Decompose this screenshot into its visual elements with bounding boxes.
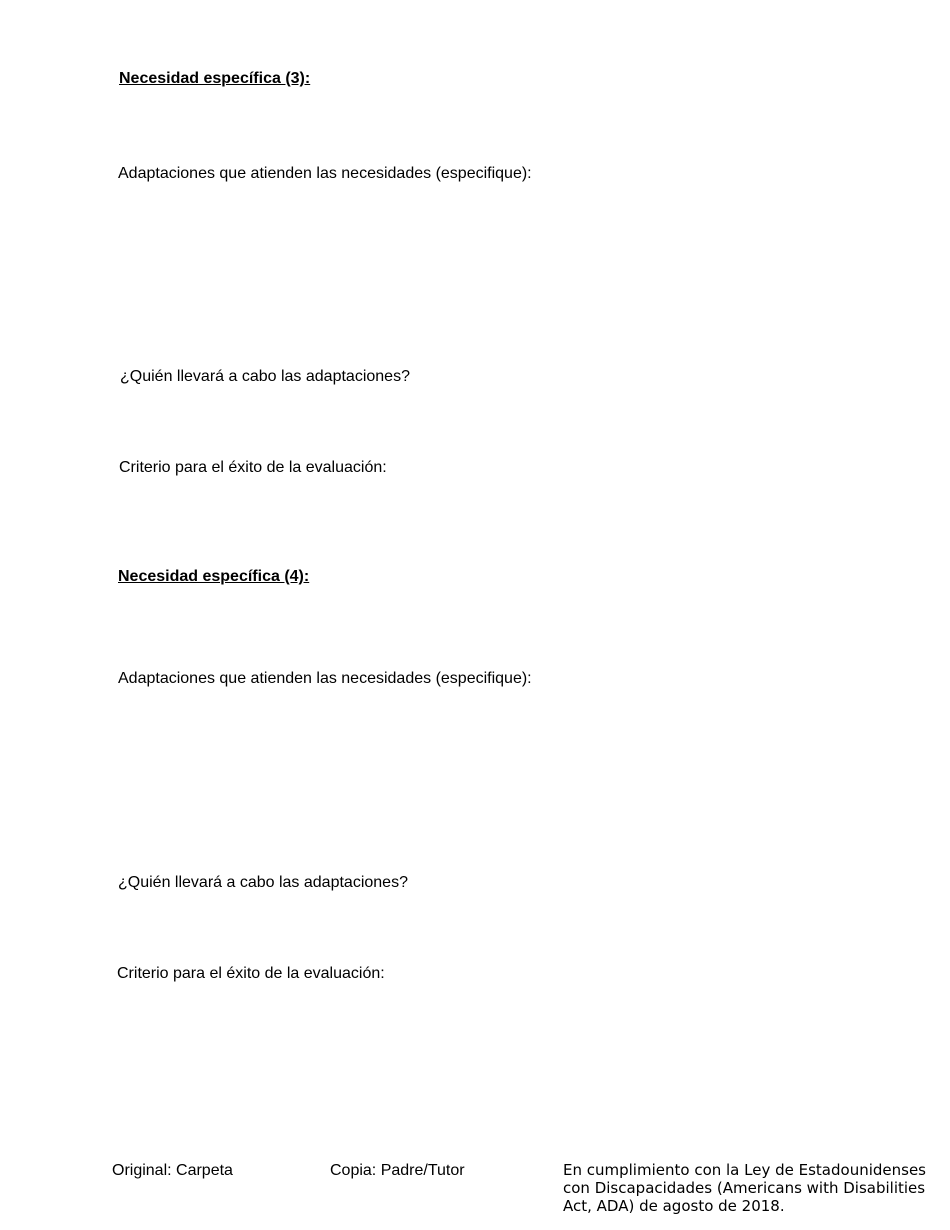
section-4-criteria-label: Criterio para el éxito de la evaluación: <box>117 965 385 982</box>
footer-ada-note-line-2: con Discapacidades (Americans with Disabilities <box>563 1179 926 1197</box>
footer-ada-note <box>563 1161 933 1215</box>
section-3-heading: Necesidad específica (3): <box>119 70 311 87</box>
section-4-heading: Necesidad específica (4): <box>118 568 310 585</box>
footer-original: Original: Carpeta <box>112 1162 233 1179</box>
footer-ada-note-line-1: En cumplimiento con la Ley de Estadounidenses <box>563 1161 926 1179</box>
section-3-who-label: ¿Quién llevará a cabo las adaptaciones? <box>120 368 410 385</box>
footer-ada-note-line-3: Act, ADA) de agosto de 2018. <box>563 1197 785 1215</box>
section-3-criteria-label: Criterio para el éxito de la evaluación: <box>119 459 387 476</box>
section-4-who-label: ¿Quién llevará a cabo las adaptaciones? <box>118 874 408 891</box>
section-3-adaptations-label: Adaptaciones que atienden las necesidades (especifique): <box>118 165 532 182</box>
footer-copy: Copia: Padre/Tutor <box>330 1162 465 1179</box>
section-4-adaptations-label: Adaptaciones que atienden las necesidades (especifique): <box>118 670 532 687</box>
